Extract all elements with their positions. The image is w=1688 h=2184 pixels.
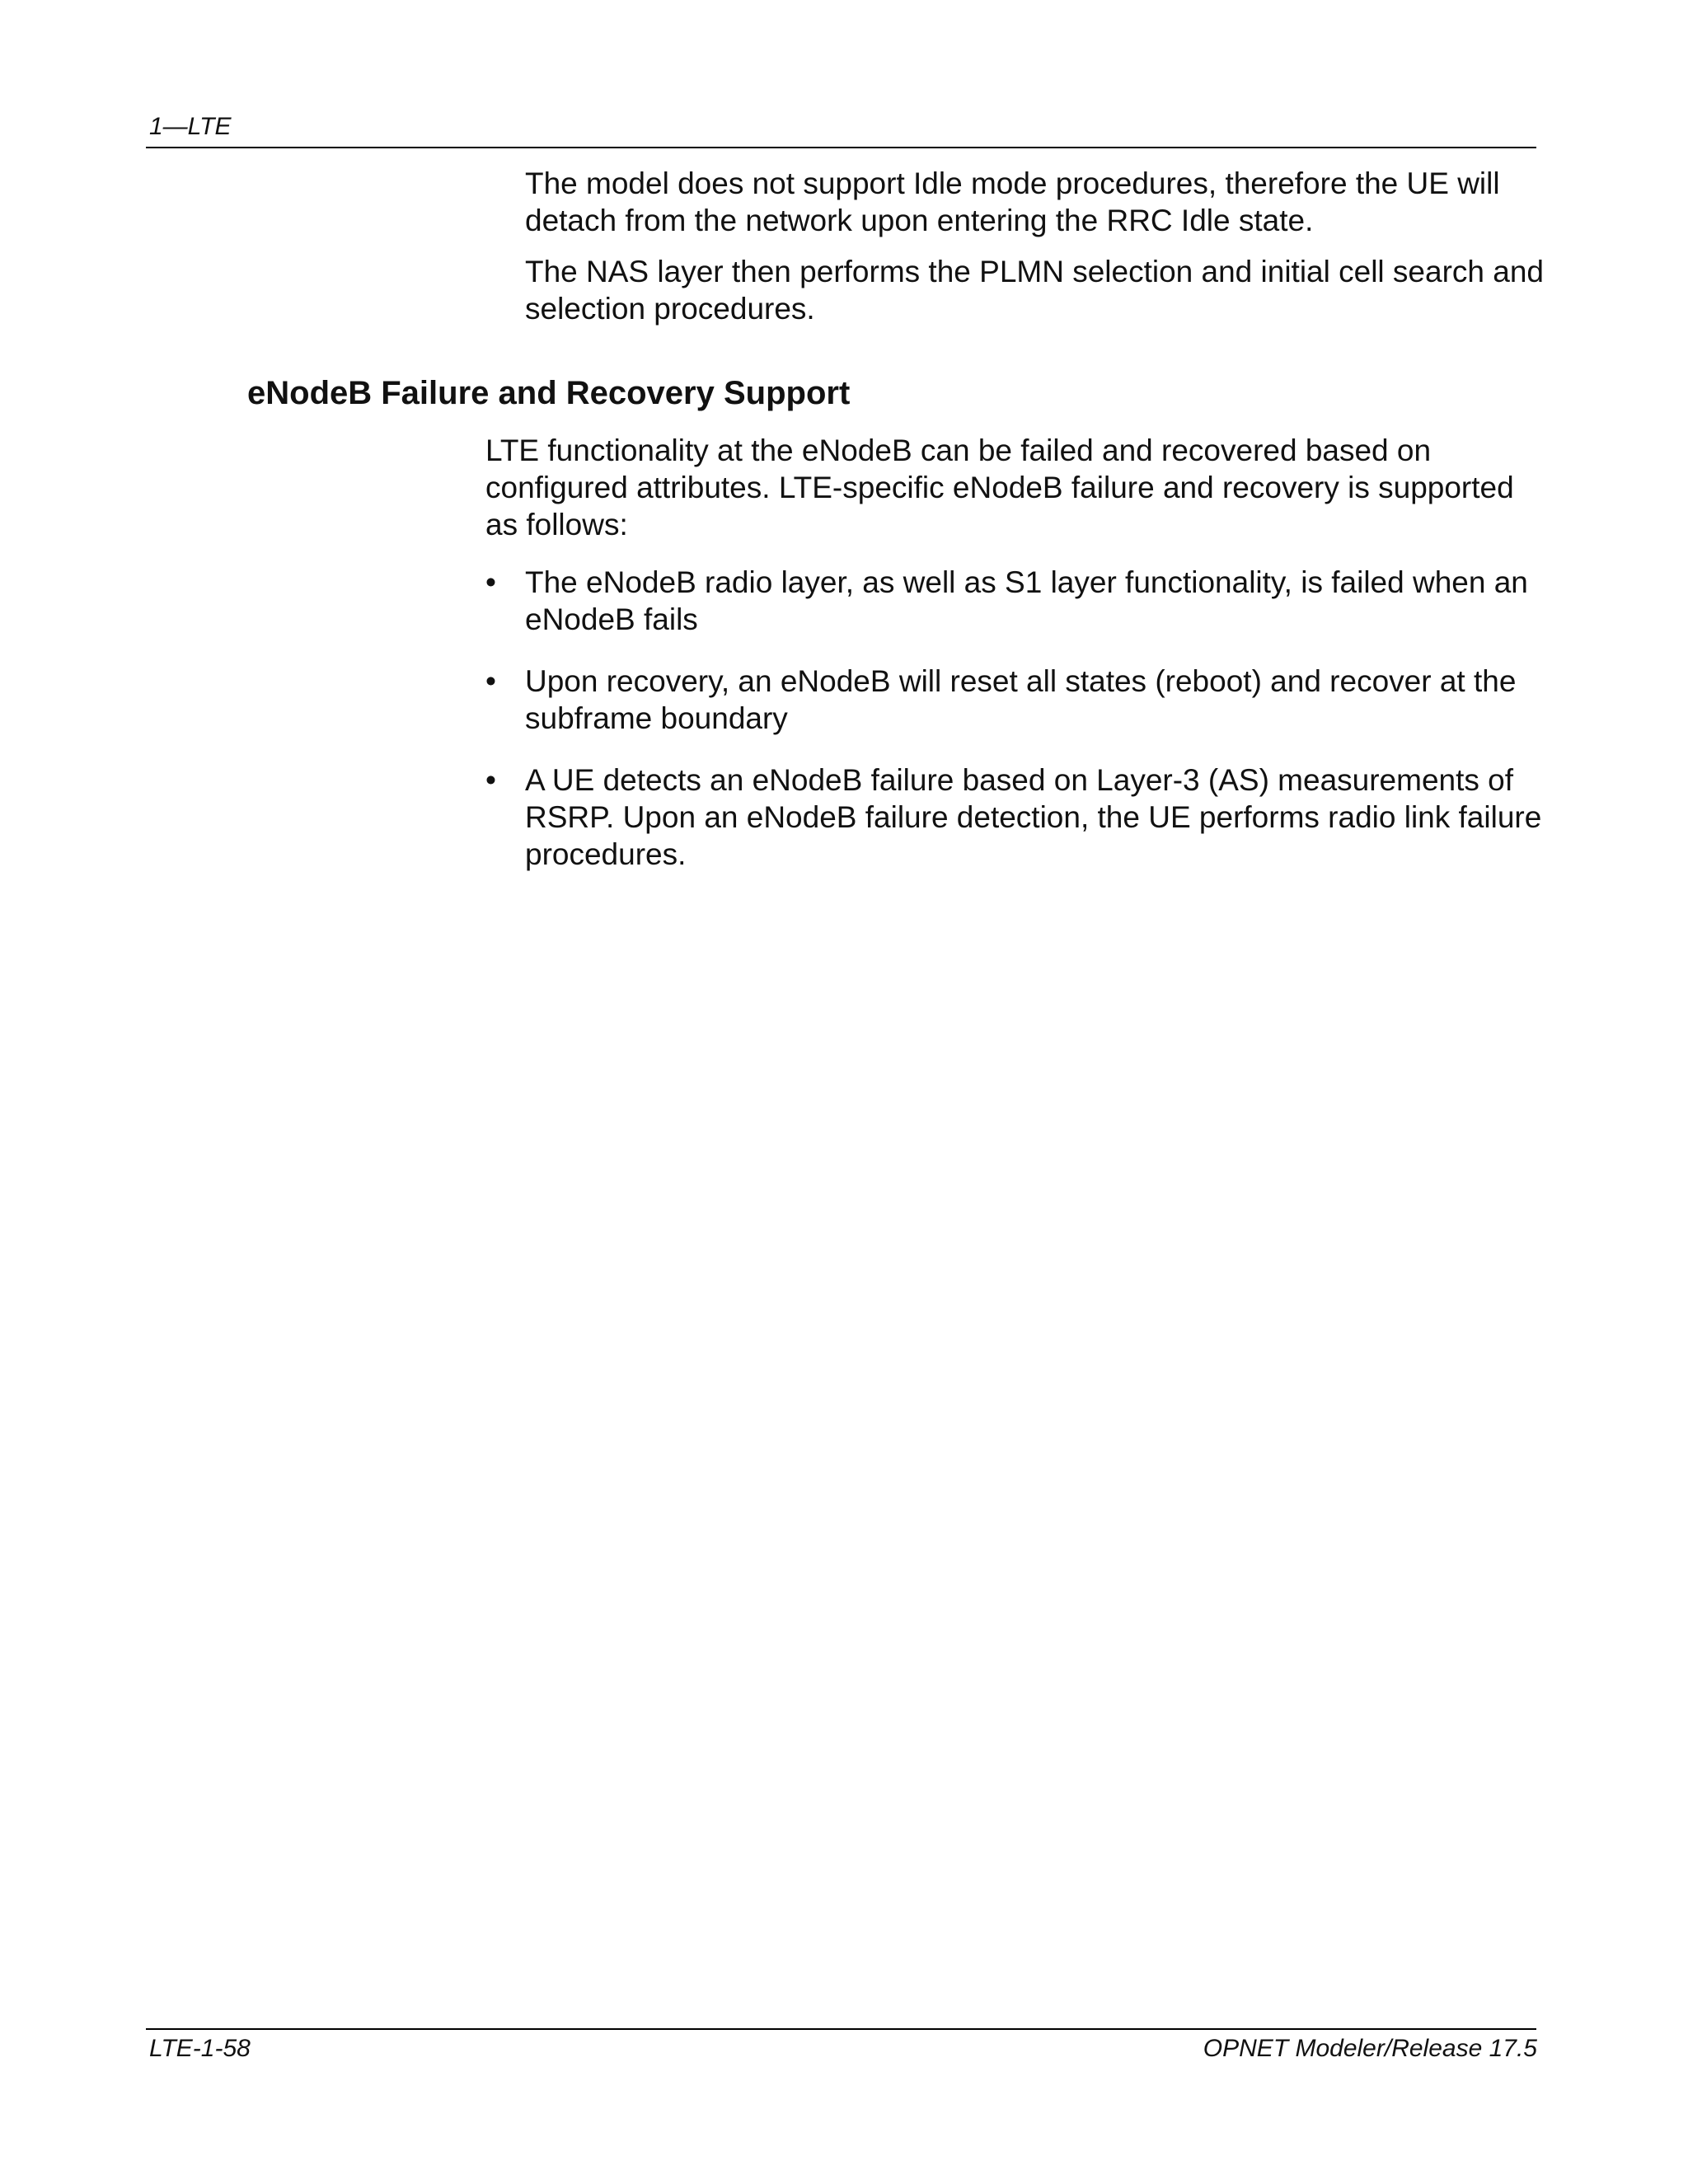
footer-rule	[146, 2028, 1536, 2030]
footer-page-number: LTE-1-58	[149, 2035, 251, 2062]
bullet-mark: •	[485, 565, 496, 599]
section-paragraph: LTE functionality at the eNodeB can be failed and recovered based on configured attributes. LTE-specific eNodeB failure and recovery is supported as follows:	[485, 434, 1514, 541]
bullet-mark: •	[485, 763, 496, 797]
bullet-text: The eNodeB radio layer, as well as S1 layer functionality, is failed when an eNodeB fails	[525, 565, 1528, 636]
bullet-text: Upon recovery, an eNodeB will reset all states (reboot) and recover at the subframe boundary	[525, 664, 1517, 735]
list-item	[485, 663, 1549, 737]
footer-product-release: OPNET Modeler/Release 17.5	[1203, 2035, 1537, 2062]
list-item	[485, 564, 1549, 638]
header-rule	[146, 147, 1536, 148]
running-header: 1—LTE	[149, 113, 232, 140]
section-heading: eNodeB Failure and Recovery Support	[247, 375, 851, 411]
bullet-text: A UE detects an eNodeB failure based on Layer-3 (AS) measurements of RSRP. Upon an eNodeB failure detection, the UE performs radio link failure procedures.	[525, 763, 1542, 871]
list-item	[485, 762, 1549, 873]
intro-paragraph-nas-layer: The NAS layer then performs the PLMN selection and initial cell search and selection procedures.	[525, 255, 1544, 326]
bullet-mark: •	[485, 664, 496, 698]
intro-paragraph-idle-mode: The model does not support Idle mode procedures, therefore the UE will detach from the network upon entering the RRC Idle state.	[525, 166, 1500, 237]
